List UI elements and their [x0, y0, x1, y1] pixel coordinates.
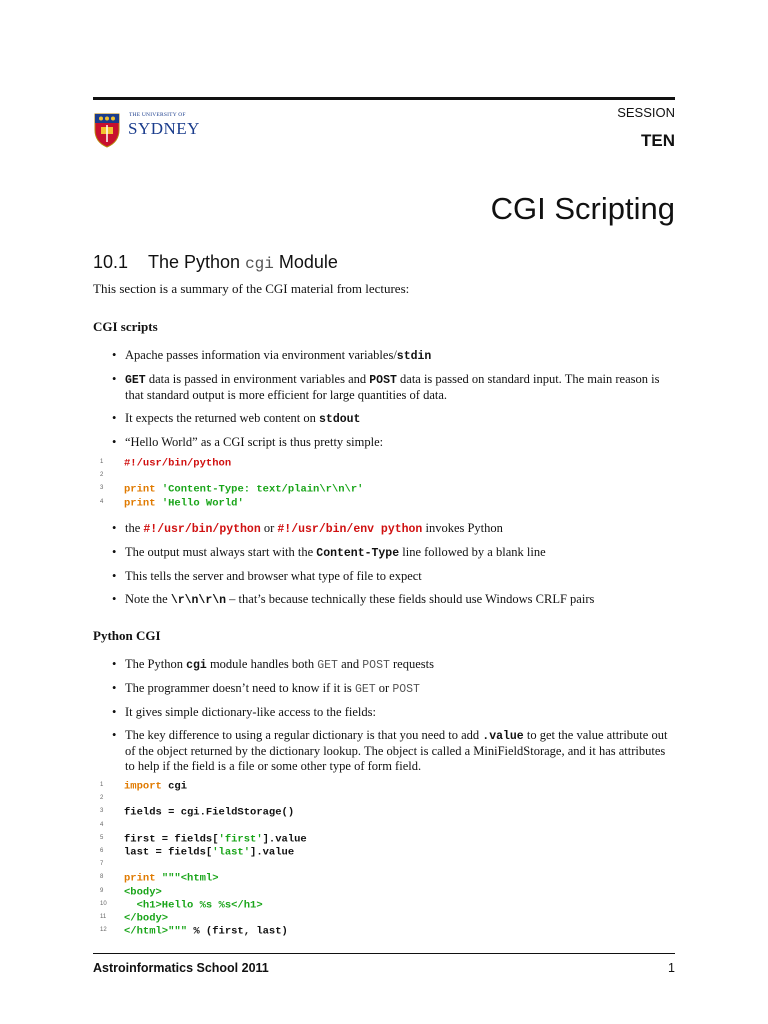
code-line — [100, 832, 307, 845]
bullet-text: data is passed in environment variables and — [145, 372, 370, 386]
cgi-scripts-notes-list — [112, 521, 677, 616]
code-token: """<html> — [161, 872, 219, 885]
line-number: 8 — [100, 874, 104, 881]
code-line — [100, 871, 307, 884]
line-number: 11 — [100, 913, 107, 920]
code-token: print — [124, 872, 156, 885]
bullet-text: The Python — [125, 657, 187, 671]
code-line — [100, 779, 307, 792]
code-token: <h1>Hello %s %s</h1> — [124, 899, 263, 912]
code-token: 'last' — [212, 846, 251, 859]
code-token: 'first' — [218, 833, 263, 846]
code-line — [100, 924, 307, 937]
code-line — [100, 819, 307, 832]
code-token: ].value — [250, 846, 295, 859]
list-item — [112, 435, 677, 450]
code-token: print — [124, 496, 156, 509]
list-item — [112, 681, 677, 697]
bullet-text: line followed by a blank line — [399, 545, 546, 559]
code-line — [100, 469, 363, 482]
university-top-text: THE UNIVERSITY OF — [129, 112, 186, 118]
inline-code: #!/usr/bin/env python — [277, 523, 423, 536]
university-name-text: SYDNEY — [128, 119, 200, 138]
code-block-hello — [100, 456, 363, 509]
section-title-code: cgi — [245, 255, 274, 273]
code-line — [100, 858, 307, 871]
line-number: 4 — [100, 498, 104, 505]
code-token: fields = cgi.FieldStorage() — [124, 806, 295, 819]
inline-code: Content-Type — [316, 547, 400, 560]
inline-code: .value — [482, 730, 524, 743]
bullet-text: It expects the returned web content on — [125, 411, 320, 425]
code-block-fieldstorage — [100, 779, 307, 937]
code-token: </body> — [124, 912, 169, 925]
inline-code: stdin — [396, 350, 432, 363]
code-line — [100, 911, 307, 924]
section-intro: This section is a summary of the CGI material from lectures: — [93, 281, 410, 296]
footer-title: Astroinformatics School 2011 — [93, 961, 269, 975]
inline-code: POST — [369, 374, 397, 387]
inline-code: #!/usr/bin/python — [143, 523, 261, 536]
code-line — [100, 805, 307, 818]
bullet-text: requests — [389, 657, 434, 671]
bullet-text: It gives simple dictionary-like access to the fields: — [125, 705, 376, 719]
code-line — [100, 845, 307, 858]
bullet-text: or — [260, 521, 278, 535]
code-line — [100, 885, 307, 898]
line-number: 5 — [100, 834, 104, 841]
bullet-text: the — [125, 521, 144, 535]
bullet-text: Note the — [125, 592, 171, 606]
line-number: 3 — [100, 485, 104, 492]
list-item — [112, 569, 677, 584]
code-token: import — [124, 780, 162, 793]
code-token: last = fields[ — [124, 846, 213, 859]
line-number: 6 — [100, 847, 104, 854]
bullet-text: to get the value attribute out of the object returned by the dictionary lookup. The object is called a MiniFieldStorage, and it has attributes to help if the field is a file or some other type of form field. — [125, 728, 668, 773]
line-number: 7 — [100, 861, 104, 868]
list-item — [112, 545, 677, 561]
code-token: ].value — [262, 833, 307, 846]
page-number: 1 — [668, 961, 675, 975]
code-line — [100, 898, 307, 911]
cgi-scripts-list — [112, 348, 677, 458]
bullet-text: – that’s because technically these fields should use Windows CRLF pairs — [226, 592, 595, 606]
bullet-text: The programmer doesn’t need to know if it is — [125, 681, 355, 695]
code-token: first = fields[ — [124, 833, 219, 846]
inline-code: cgi — [186, 659, 207, 672]
line-number: 3 — [100, 808, 104, 815]
list-item — [112, 657, 677, 673]
section-heading — [93, 252, 338, 273]
top-rule — [93, 97, 675, 100]
inline-code: GET — [125, 374, 146, 387]
line-number: 10 — [100, 900, 107, 907]
list-item — [112, 411, 677, 427]
line-number: 2 — [100, 795, 104, 802]
bullet-text: This tells the server and browser what type of file to expect — [125, 569, 422, 583]
session-number: TEN — [641, 131, 675, 150]
bullet-text: data is passed on standard input. The main reason is that standard output is more efficient for large quantities of data. — [125, 372, 660, 402]
code-line — [100, 456, 363, 469]
line-number: 4 — [100, 821, 104, 828]
line-number: 1 — [100, 459, 104, 465]
bullet-text: The key difference to using a regular dictionary is that you need to add — [125, 728, 483, 742]
subheading-cgi-scripts: CGI scripts — [93, 319, 158, 334]
bullet-text: and — [337, 657, 363, 671]
code-token: #!/usr/bin/python — [124, 457, 232, 470]
inline-code: POST — [392, 683, 420, 696]
inline-code: POST — [362, 659, 390, 672]
line-number: 1 — [100, 782, 104, 788]
list-item — [112, 348, 677, 364]
session-label: SESSION — [617, 105, 675, 120]
university-logo — [93, 112, 213, 148]
list-item — [112, 372, 677, 403]
bullet-text: “Hello World” as a CGI script is thus pretty simple: — [125, 435, 384, 449]
bullet-text: invokes Python — [422, 521, 503, 535]
line-number: 9 — [100, 887, 104, 894]
inline-code: GET — [317, 659, 338, 672]
python-cgi-list — [112, 657, 677, 782]
code-token: 'Hello World' — [161, 496, 244, 509]
inline-code: \r\n\r\n — [170, 594, 227, 607]
bullet-text: Apache passes information via environment variables/ — [125, 348, 397, 362]
footer-rule — [93, 953, 675, 954]
section-title-text-end: Module — [273, 252, 338, 272]
line-number: 12 — [100, 927, 107, 934]
list-item — [112, 592, 677, 608]
list-item — [112, 728, 677, 774]
code-token: print — [124, 483, 156, 496]
line-number: 2 — [100, 472, 104, 479]
code-line — [100, 482, 363, 495]
section-title-text: The Python — [148, 252, 246, 272]
page-title: CGI Scripting — [490, 191, 675, 226]
inline-code: GET — [354, 683, 376, 696]
bullet-text: or — [375, 681, 393, 695]
code-line — [100, 792, 307, 805]
code-token: <body> — [124, 885, 162, 898]
inline-code: stdout — [319, 413, 361, 426]
code-line — [100, 496, 363, 509]
bullet-text: The output must always start with the — [125, 545, 317, 559]
code-token: 'Content-Type: text/plain\r\n\r' — [161, 483, 364, 496]
bullet-text: module handles both — [206, 657, 318, 671]
section-number: 10.1 — [93, 252, 129, 272]
list-item — [112, 521, 677, 537]
subheading-python-cgi: Python CGI — [93, 628, 161, 643]
code-token: % (first, last) — [187, 925, 288, 938]
code-token: </html>""" — [124, 925, 188, 938]
code-token: cgi — [161, 780, 188, 793]
list-item — [112, 705, 677, 720]
